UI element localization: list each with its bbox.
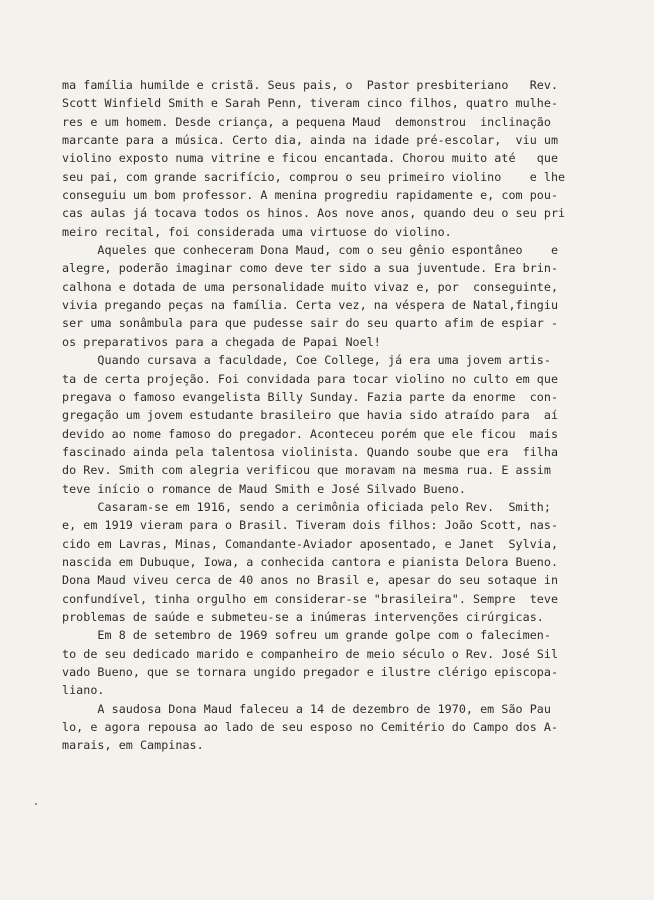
text-line: Em 8 de setembro de 1969 sofreu um grande golpe com o falecimen- <box>62 628 551 643</box>
text-line: gregação um jovem estudante brasileiro que havia sido atraído para aí <box>62 408 559 423</box>
text-line: confundível, tinha orgulho em considerar-se "brasileira". Sempre teve <box>62 591 559 606</box>
text-line: lo, e agora repousa ao lado de seu esposo no Cemitério do Campo dos A- <box>62 720 559 735</box>
text-line: Quando cursava a faculdade, Coe College, já era uma jovem artis- <box>62 353 551 368</box>
text-line: pregava o famoso evangelista Billy Sunday. Fazia parte da enorme con- <box>62 389 559 404</box>
text-line: vado Bueno, que se tornara ungido pregador e ilustre clérigo episcopa- <box>62 665 559 679</box>
text-line: os preparativos para a chegada de Papai Noel! <box>62 334 381 349</box>
text-line: Scott Winfield Smith e Sarah Penn, tiveram cinco filhos, quatro mulhe- <box>62 96 559 111</box>
text-line: to de seu dedicado marido e companheiro de meio século o Rev. José Sil <box>62 646 559 661</box>
text-line: meiro recital, foi considerada uma virtuose do violino. <box>62 224 452 239</box>
text-line: violino exposto numa vitrine e ficou encantada. Chorou muito até que <box>62 151 559 166</box>
text-line: marais, em Campinas. <box>62 738 204 753</box>
text-line: Aqueles que conheceram Dona Maud, com o seu gênio espontâneo e <box>62 243 559 258</box>
paper-speck <box>35 803 37 805</box>
text-line: calhona e dotada de uma personalidade muito vivaz e, por conseguinte, <box>62 279 559 294</box>
text-line: Dona Maud viveu cerca de 40 anos no Brasil e, apesar do seu sotaque in <box>62 573 559 588</box>
text-line: e, em 1919 vieram para o Brasil. Tiveram dois filhos: João Scott, nas- <box>62 518 559 533</box>
text-line: Casaram-se em 1916, sendo a cerimônia oficiada pelo Rev. Smith; <box>62 499 551 514</box>
text-line: ta de certa projeção. Foi convidada para tocar violino no culto em que <box>62 371 559 386</box>
page-body-text <box>62 76 622 755</box>
text-line: nascida em Dubuque, Iowa, a conhecida cantora e pianista Delora Bueno. <box>62 554 559 569</box>
text-line: conseguiu um bom professor. A menina progrediu rapidamente e, com pou- <box>62 188 559 203</box>
text-line: A saudosa Dona Maud faleceu a 14 de dezembro de 1970, em São Pau <box>62 701 551 716</box>
text-line: marcante para a música. Certo dia, ainda na idade pré-escolar, viu um <box>62 133 559 148</box>
text-line: cido em Lavras, Minas, Comandante-Aviador aposentado, e Janet Sylvia, <box>62 536 559 551</box>
text-line: alegre, poderão imaginar como deve ter sido a sua juventude. Era brin- <box>62 261 559 276</box>
text-line: do Rev. Smith com alegria verificou que moravam na mesma rua. E assim <box>62 463 551 478</box>
text-line: ma família humilde e cristã. Seus pais, o Pastor presbiteriano Rev. <box>62 78 559 92</box>
text-line: seu pai, com grande sacrifício, comprou o seu primeiro violino e lhe <box>62 169 566 184</box>
text-line: ser uma sonâmbula para que pudesse sair do seu quarto afim de espiar - <box>62 316 559 331</box>
text-line: res e um homem. Desde criança, a pequena Maud demonstrou inclinação <box>62 114 551 129</box>
text-line: teve início o romance de Maud Smith e José Silvado Bueno. <box>62 481 466 496</box>
text-line: problemas de saúde e submeteu-se a inúmeras intervenções cirúrgicas. <box>62 609 544 624</box>
text-line: devido ao nome famoso do pregador. Aconteceu porém que ele ficou mais <box>62 426 559 441</box>
text-line: liano. <box>62 683 105 698</box>
text-line: fascinado ainda pela talentosa violinista. Quando soube que era filha <box>62 444 559 459</box>
text-line: cas aulas já tocava todos os hinos. Aos nove anos, quando deu o seu pri <box>62 206 566 221</box>
text-line: vivia pregando peças na família. Certa vez, na véspera de Natal,fingiu <box>62 298 559 313</box>
